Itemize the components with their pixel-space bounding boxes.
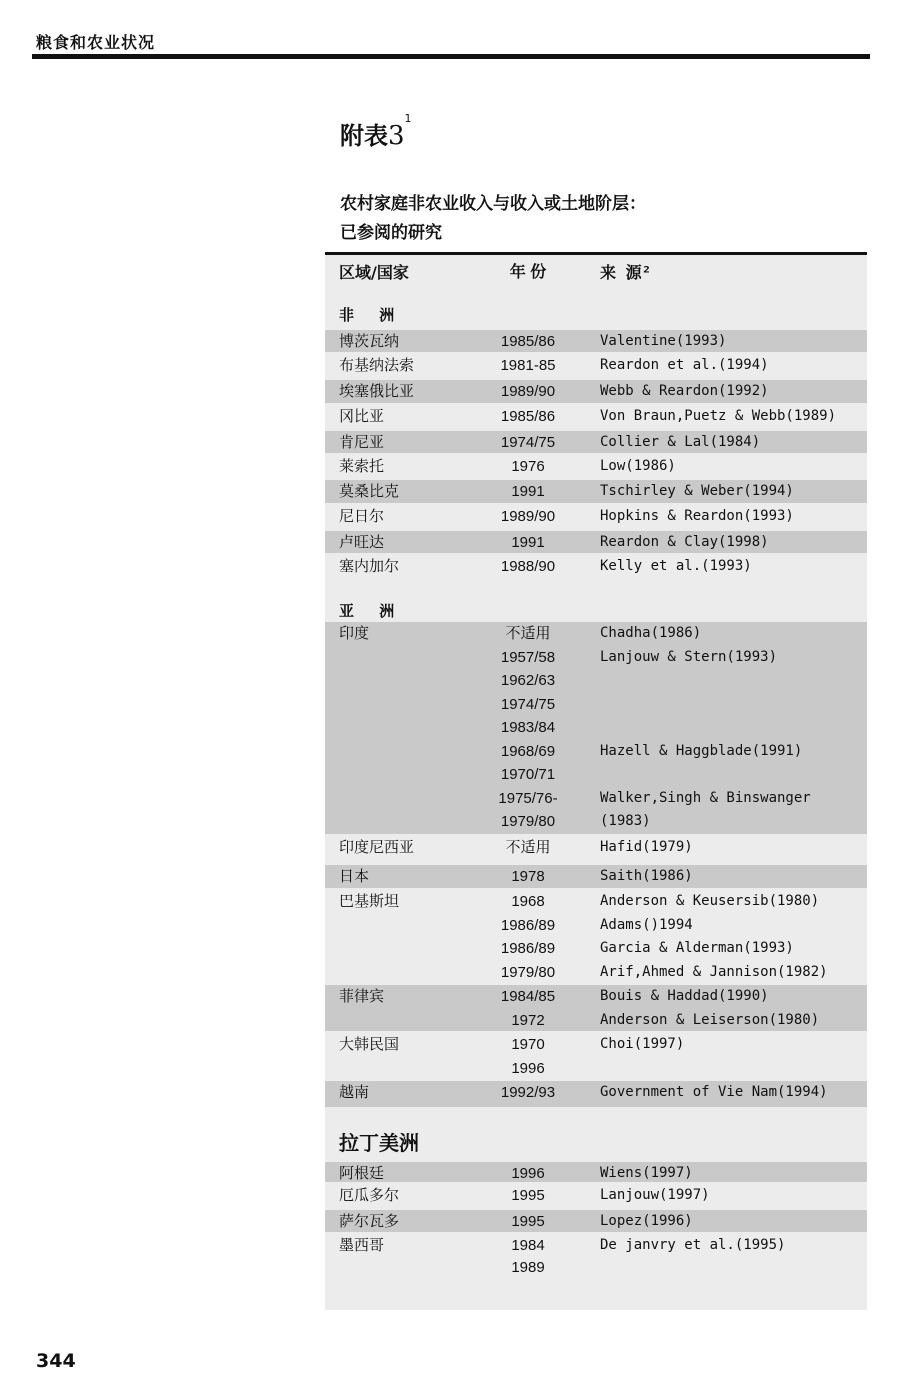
source-cell: Government of Vie Nam(1994)	[600, 1084, 828, 1100]
table-title-number: 3	[388, 121, 405, 151]
year-cell: 1976	[511, 458, 545, 475]
country-cell: 莱索托	[339, 457, 385, 475]
country-cell: 埃塞俄比亚	[339, 382, 415, 400]
table-row	[325, 1234, 867, 1278]
table-row	[325, 1210, 867, 1232]
year-cell: 1995	[511, 1213, 545, 1230]
country-cell: 萨尔瓦多	[339, 1212, 400, 1230]
country-cell: 厄瓜多尔	[339, 1186, 400, 1204]
subtitle-line-2: 已参阅的研究	[340, 223, 442, 243]
year-cell: 1962/63	[500, 672, 556, 689]
year-cell: 1970/71	[500, 766, 556, 783]
year-cell: 1957/58	[500, 649, 556, 666]
source-cell: Valentine(1993)	[600, 333, 727, 349]
year-cell: 1984	[511, 1237, 545, 1254]
source-cell: Collier & Lal(1984)	[600, 434, 761, 450]
year-cell: 不适用	[505, 839, 551, 856]
source-cell: Tschirley & Weber(1994)	[600, 483, 794, 499]
year-cell: 不适用	[505, 625, 551, 642]
source-cell: Hazell & Haggblade(1991)	[600, 743, 803, 759]
year-cell: 1972	[511, 1012, 545, 1029]
country-cell: 博茨瓦纳	[339, 332, 400, 350]
country-cell: 印度尼西亚	[339, 838, 415, 856]
table-row	[325, 380, 867, 403]
year-cell: 1986/89	[500, 940, 556, 957]
table-row	[325, 431, 867, 453]
table-top-rule	[325, 252, 867, 255]
year-cell: 1992/93	[500, 1084, 556, 1101]
year-cell: 1989/90	[500, 508, 556, 525]
table-row	[325, 622, 867, 834]
year-cell: 1986/89	[500, 917, 556, 934]
table-header-row	[325, 258, 867, 286]
table-row	[325, 505, 867, 529]
source-cell: Chadha(1986)	[600, 625, 702, 641]
table-row	[325, 1081, 867, 1107]
source-cell: Saith(1986)	[600, 868, 693, 884]
year-cell: 1989/90	[500, 383, 556, 400]
table-title-prefix: 附表	[340, 122, 388, 150]
source-cell: Garcia & Alderman(1993)	[600, 940, 794, 956]
section-name: 亚 洲	[339, 602, 405, 620]
year-cell: 1995	[511, 1187, 545, 1204]
source-cell: Anderson & Leiserson(1980)	[600, 1012, 820, 1028]
year-cell: 1979/80	[500, 813, 556, 830]
table-row	[325, 555, 867, 581]
country-cell: 大韩民国	[339, 1035, 400, 1053]
country-cell: 越南	[339, 1083, 370, 1101]
table-row	[325, 836, 867, 863]
source-cell: Choi(1997)	[600, 1036, 685, 1052]
section-name: 非 洲	[339, 306, 405, 324]
country-cell: 塞内加尔	[339, 557, 400, 575]
year-cell: 1991	[511, 483, 545, 500]
year-cell: 1981-85	[500, 357, 556, 374]
source-cell: Kelly et al.(1993)	[600, 558, 752, 574]
source-cell: Arif,Ahmed & Jannison(1982)	[600, 964, 828, 980]
table-row	[325, 1184, 867, 1208]
source-cell: Hopkins & Reardon(1993)	[600, 508, 794, 524]
year-cell: 1991	[511, 534, 545, 551]
country-cell: 巴基斯坦	[339, 892, 400, 910]
year-cell: 1983/84	[500, 719, 556, 736]
running-head: 粮食和农业状况	[36, 33, 156, 52]
source-cell: Lanjouw(1997)	[600, 1187, 710, 1203]
column-header: 区域/国家	[339, 263, 409, 282]
year-cell: 1985/86	[500, 408, 556, 425]
country-cell: 印度	[339, 624, 370, 642]
source-cell: (1983)	[600, 813, 651, 829]
table-title-note: 1	[404, 112, 412, 125]
source-cell: Von Braun,Puetz & Webb(1989)	[600, 408, 837, 424]
header-rule	[32, 54, 870, 59]
source-cell: Lanjouw & Stern(1993)	[600, 649, 778, 665]
source-cell: Reardon & Clay(1998)	[600, 534, 769, 550]
section-header	[325, 598, 867, 624]
table-row	[325, 330, 867, 352]
source-cell: Walker,Singh & Binswanger	[600, 790, 811, 806]
section-header	[325, 302, 867, 328]
year-cell: 1979/80	[500, 964, 556, 981]
source-cell: Wiens(1997)	[600, 1165, 693, 1181]
year-cell: 1996	[511, 1060, 545, 1077]
table-row	[325, 480, 867, 503]
country-cell: 莫桑比克	[339, 482, 400, 500]
page-number: 344	[36, 1350, 76, 1372]
source-cell: De janvry et al.(1995)	[600, 1237, 786, 1253]
table-row	[325, 865, 867, 888]
source-cell: Webb & Reardon(1992)	[600, 383, 769, 399]
year-cell: 1968	[511, 893, 545, 910]
year-cell: 1978	[511, 868, 545, 885]
year-cell: 1988/90	[500, 558, 556, 575]
source-cell: Bouis & Haddad(1990)	[600, 988, 769, 1004]
country-cell: 日本	[339, 867, 370, 885]
table-row	[325, 354, 867, 378]
table-panel	[325, 252, 867, 1310]
table-title	[340, 112, 412, 151]
year-cell: 1984/85	[500, 988, 556, 1005]
source-cell: Anderson & Keusersib(1980)	[600, 893, 820, 909]
table-row	[325, 1162, 867, 1182]
table-row	[325, 455, 867, 478]
country-cell: 尼日尔	[339, 507, 385, 525]
section-header	[325, 1132, 867, 1158]
country-cell: 菲律宾	[339, 987, 385, 1005]
source-cell: Adams()1994	[600, 917, 693, 933]
country-cell: 冈比亚	[339, 407, 385, 425]
table-row	[325, 405, 867, 429]
year-cell: 1989	[511, 1259, 545, 1276]
source-cell: Hafid(1979)	[600, 839, 693, 855]
subtitle-line-1: 农村家庭非农业收入与收入或土地阶层：	[340, 194, 646, 214]
table-row	[325, 1033, 867, 1079]
table-row	[325, 890, 867, 983]
year-cell: 1975/76-	[498, 790, 558, 807]
source-cell: Lopez(1996)	[600, 1213, 693, 1229]
table-subtitle	[340, 190, 740, 248]
country-cell: 阿根廷	[339, 1164, 385, 1182]
country-cell: 布基纳法索	[339, 356, 415, 374]
year-cell: 1974/75	[500, 696, 556, 713]
country-cell: 肯尼亚	[339, 433, 385, 451]
country-cell: 卢旺达	[339, 533, 385, 551]
table-row	[325, 985, 867, 1031]
year-cell: 1996	[511, 1165, 545, 1182]
country-cell: 墨西哥	[339, 1236, 385, 1254]
source-cell: Low(1986)	[600, 458, 676, 474]
year-cell: 1985/86	[500, 333, 556, 350]
column-header: 来 源²	[600, 263, 652, 282]
year-cell: 1970	[511, 1036, 545, 1053]
source-cell: Reardon et al.(1994)	[600, 357, 769, 373]
column-header: 年 份	[509, 264, 547, 281]
year-cell: 1968/69	[500, 743, 556, 760]
year-cell: 1974/75	[500, 434, 556, 451]
table-row	[325, 531, 867, 553]
section-name: 拉丁美洲	[339, 1131, 419, 1155]
